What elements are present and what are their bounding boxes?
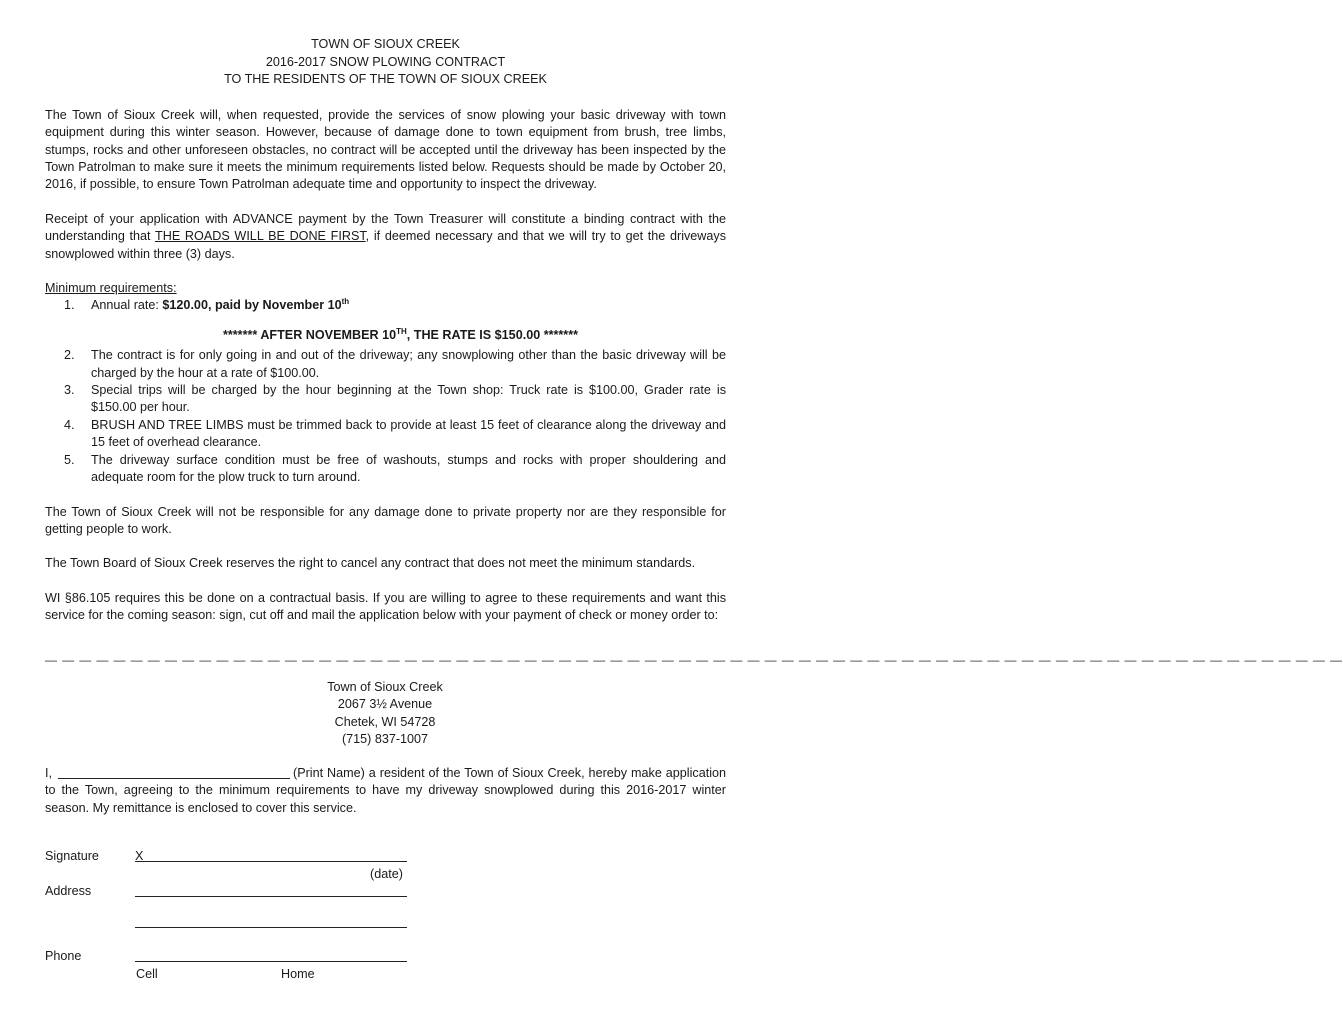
list-item-text: The driveway surface condition must be free of washouts, stumps and rocks with proper shouldering and adequate room for the plow truck to turn around. (91, 452, 726, 485)
list-item-number: 2. (64, 348, 75, 363)
requirements-list-continued (45, 347, 726, 486)
annual-rate-label: Annual rate: (91, 298, 163, 313)
application-statement (45, 765, 726, 817)
header-recipients: TO THE RESIDENTS OF THE TOWN OF SIOUX CREEK (224, 72, 547, 87)
signature-field[interactable] (135, 861, 407, 862)
statute-paragraph: WI §86.105 requires this be done on a contractual basis. If you are willing to agree to these requirements and want this service for the coming season: sign, cut off and mail the application below with your payment of check or money order to: (45, 590, 726, 623)
late-rate-notice (45, 327, 726, 344)
header-town: TOWN OF SIOUX CREEK (311, 37, 460, 51)
list-item-number: 1. (64, 298, 75, 313)
requirements-list (45, 297, 726, 314)
address-city: Chetek, WI 54728 (334, 714, 436, 729)
list-item (45, 382, 726, 417)
board-paragraph: The Town Board of Sioux Creek reserves the right to cancel any contract that does not meet the minimum standards. (45, 556, 696, 571)
list-item (45, 297, 726, 314)
liability-paragraph: The Town of Sioux Creek will not be responsible for any damage done to private property nor are they responsible for getting people to work. (45, 504, 726, 536)
requirements-heading: Minimum requirements: (45, 281, 177, 296)
application-text: (Print Name) a resident of the Town of Sioux Creek, hereby make application to the Town, agreeing to the minimum requirements to have my driveway snowplowed during this 2016-2017 winter season. My remittance is enclosed to cover this service. (45, 766, 726, 815)
annual-rate-sup: th (341, 297, 350, 307)
late-rate-text: ******* AFTER NOVEMBER 10 (222, 327, 397, 342)
list-item (45, 347, 726, 382)
address-field-line-1[interactable] (135, 896, 407, 897)
document-body (45, 36, 726, 625)
list-item-number: 3. (64, 383, 75, 398)
address-label: Address (45, 884, 92, 898)
annual-rate-value: $120.00, paid by November 10 (162, 298, 342, 313)
cell-label: Cell (136, 967, 158, 981)
mailing-address (0, 679, 770, 749)
late-rate-sup: TH (396, 326, 407, 336)
document-header (45, 36, 726, 89)
annual-rate (91, 297, 726, 314)
signature-mark: X (135, 849, 144, 863)
list-item (45, 452, 726, 487)
list-item-text: BRUSH AND TREE LIMBS must be trimmed back to provide at least 15 feet of clearance along the driveway and 15 feet of overhead clearance. (91, 417, 726, 450)
intro-paragraph: The Town of Sioux Creek will, when requested, provide the services of snow plowing your basic driveway with town equipment during this winter season. However, because of damage done to town equipment from brush, tree limbs, stumps, rocks and other unforeseen obstacles, no contract will be accepted until the driveway has been inspected by the Town Patrolman to make sure it meets the minimum requirements listed below. Requests should be made by October 20, 2016, if possible, to ensure Town Patrolman adequate time and opportunity to inspect the driveway. (45, 107, 726, 192)
roads-first-notice: THE ROADS WILL BE DONE FIRST (155, 229, 366, 244)
list-item-text: Special trips will be charged by the hour beginning at the Town shop: Truck rate is $100.00, Grader rate is $150.00 per hour. (91, 383, 726, 415)
address-street: 2067 3½ Avenue (337, 697, 433, 712)
application-prefix: I, (45, 766, 52, 780)
receipt-paragraph (45, 211, 726, 263)
list-item (45, 417, 726, 452)
cut-line: — — — — — — — — — — — — — — — — — — — — — — — — — — — — — — — — — — — — — — — — — — — — — — — — — — — — — — — — — — — — — — — — — — — — — — — — — — — — (45, 653, 1343, 667)
print-name-field[interactable] (58, 766, 290, 779)
receipt-text-before: Receipt of your application with ADVANCE payment by the Town Treasurer will constitute a binding contract with the understanding that (45, 211, 726, 244)
list-item-number: 5. (64, 452, 75, 467)
phone-label: Phone (45, 949, 82, 963)
receipt-text-after: , if deemed necessary and that we will try to get the driveways snowplowed within three (3) days. (45, 229, 726, 261)
header-contract-title: 2016-2017 SNOW PLOWING CONTRACT (265, 54, 506, 69)
address-field-line-2[interactable] (135, 927, 407, 928)
address-phone: (715) 837-1007 (341, 732, 429, 747)
late-rate-amount: , THE RATE IS $150.00 ******* (406, 327, 579, 342)
phone-field[interactable] (135, 961, 407, 962)
address-name: Town of Sioux Creek (327, 680, 443, 694)
signature-label: Signature (45, 849, 99, 863)
home-label: Home (281, 967, 315, 981)
list-item-number: 4. (64, 417, 75, 432)
list-item-text: The contract is for only going in and out of the driveway; any snowplowing other than the basic driveway will be charged by the hour at a rate of $100.00. (91, 348, 726, 380)
date-label: (date) (370, 867, 403, 881)
